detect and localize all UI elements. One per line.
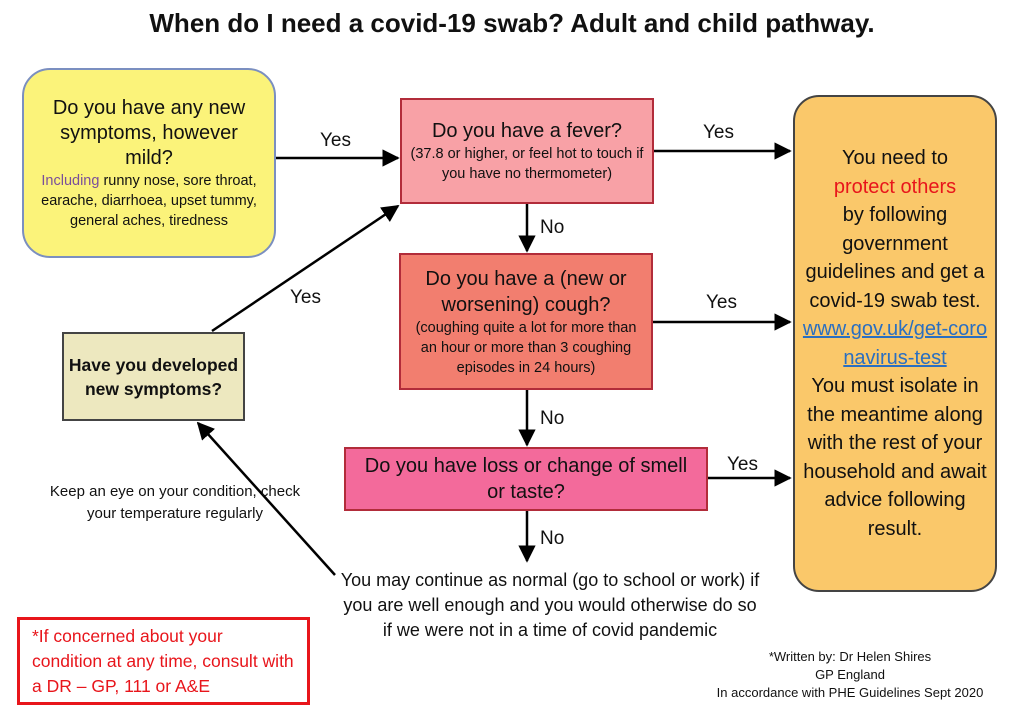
smell-taste-question-box <box>344 447 708 511</box>
developed-symptoms-box <box>62 332 245 421</box>
continue-as-normal-text: You may continue as normal (go to school or work) if you are well enough and you would otherwise do so if we were not in a time of covid pandemic <box>340 570 760 640</box>
including-word: Including <box>41 172 100 189</box>
new-symptoms-question-box <box>22 68 276 258</box>
label-smell-yes: Yes <box>727 454 758 475</box>
label-cough-no: No <box>540 408 565 429</box>
developed-symptoms-question: Have you developed new symptoms? <box>68 354 239 399</box>
label-start-yes: Yes <box>320 130 351 151</box>
concern-note: *If concerned about your condition at any time, consult with a DR – GP, 111 or A&E <box>32 626 294 696</box>
concern-warning-box <box>17 617 310 705</box>
start-including-text <box>34 171 264 231</box>
credit-org: GP England <box>815 667 885 682</box>
result-line1: You need to <box>841 147 949 169</box>
result-line3: by following government guidelines and get a covid-19 swab test. <box>805 204 985 312</box>
cough-question-box <box>399 253 653 390</box>
credit-author: *Written by: Dr Helen Shires <box>768 649 932 664</box>
label-cough-yes: Yes <box>706 292 737 313</box>
result-line4: You must isolate in the meantime along with the rest of your household and await advice following result. <box>803 375 987 540</box>
cough-question: Do you have a (new or worsening) cough? <box>425 267 627 316</box>
label-fever-yes: Yes <box>703 122 734 143</box>
label-smell-no: No <box>540 528 565 549</box>
fever-detail: (37.8 or higher, or feel hot to touch if you have no thermometer) <box>410 146 644 182</box>
credit-guidelines: In accordance with PHE Guidelines Sept 2020 <box>716 685 984 700</box>
including-list: runny nose, sore throat, earache, diarrhoea, upset tummy, general aches, tiredness <box>41 172 257 229</box>
swab-test-result-box <box>793 95 997 592</box>
label-fever-no: No <box>540 217 565 238</box>
keep-eye-note: Keep an eye on your condition, check your temperature regularly <box>49 483 301 522</box>
page-title: When do I need a covid-19 swab? Adult and child pathway. <box>149 8 875 38</box>
fever-question-box <box>400 98 654 204</box>
author-credit <box>690 648 1010 702</box>
smell-question: Do you have loss or change of smell or taste? <box>364 455 688 503</box>
cough-detail: (coughing quite a lot for more than an hour or more than 3 coughing episodes in 24 hours) <box>415 319 637 376</box>
gov-test-link[interactable]: www.gov.uk/get-coronavirus-test <box>802 318 988 369</box>
label-symptoms-yes: Yes <box>290 287 321 308</box>
start-question: Do you have any new symptoms, however mild? <box>52 96 246 169</box>
protect-others-text: protect others <box>833 175 957 198</box>
fever-question: Do you have a fever? <box>431 120 623 142</box>
